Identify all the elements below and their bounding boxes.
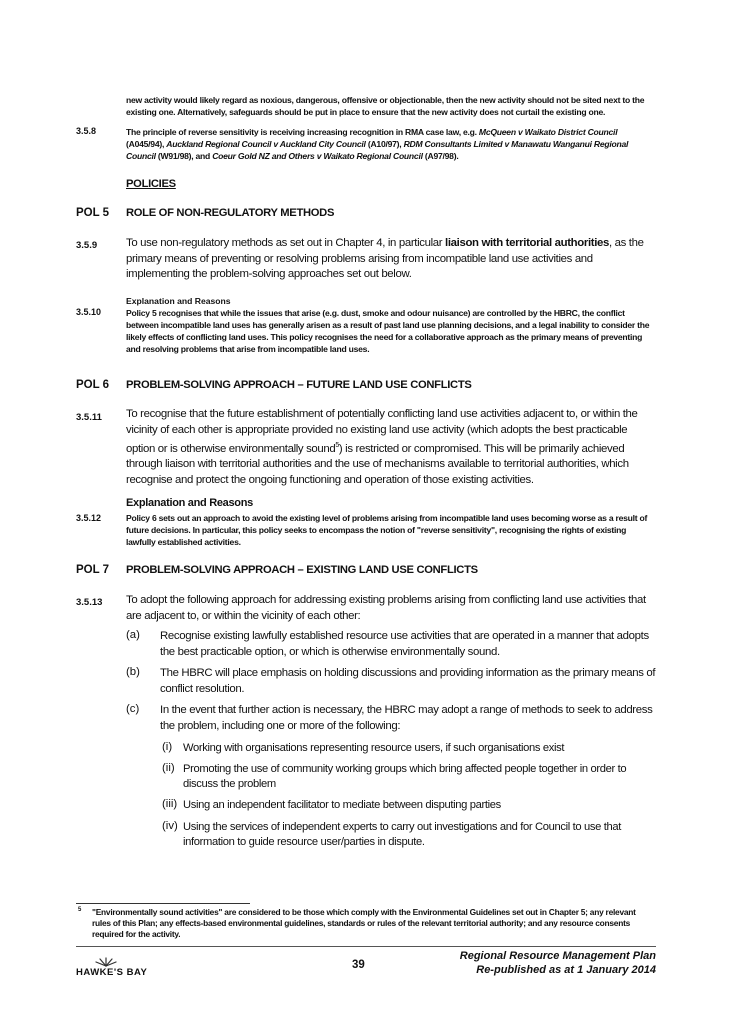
case-citation: Coeur Gold NZ and Others v Waikato Regional Council bbox=[212, 151, 423, 161]
policies-heading: POLICIES bbox=[126, 178, 176, 190]
intro-paragraph bbox=[126, 94, 656, 118]
sublist-label: (iii) bbox=[162, 798, 178, 810]
hawkes-bay-logo bbox=[86, 948, 126, 968]
footnote-mark: 5 bbox=[78, 907, 82, 913]
explanation-text: Policy 6 sets out an approach to avoid the existing level of problems arising from incompatible land uses becoming worse as a result of future decisions. In particular, this policy seeks to encompass the notion of "reverse sensitivity", recognising the rights of existing lawfully established activities. bbox=[126, 513, 648, 547]
footer-rule bbox=[76, 946, 656, 947]
list-item: Recognise existing lawfully established resource use activities that are operated in a manner that adopts the best practicable option, or which is otherwise environmentally sound. bbox=[160, 630, 649, 658]
explanation-heading: Explanation and Reasons bbox=[126, 296, 231, 306]
sublist-item: Using the services of independent experts to carry out investigations and for Council to use that information to guide resource user/parties in dispute. bbox=[183, 821, 622, 848]
para-number: 3.5.12 bbox=[76, 513, 102, 523]
sublist-item: Using an independent facilitator to mediate between disputing parties bbox=[183, 799, 501, 811]
logo-text: HAWKE'S BAY bbox=[76, 967, 148, 978]
para-number: 3.5.10 bbox=[76, 307, 102, 317]
list-item: In the event that further action is necessary, the HBRC may adopt a range of methods to seek to address the problem, including one or more of the following: bbox=[160, 704, 653, 732]
publication-date: Re-published as at 1 January 2014 bbox=[476, 964, 656, 976]
list-label: (a) bbox=[126, 629, 140, 641]
case-citation: Auckland Regional Council v Auckland City Council bbox=[166, 139, 366, 149]
para-number: 3.5.9 bbox=[76, 240, 98, 251]
sublist-label: (i) bbox=[162, 741, 173, 753]
para-number: 3.5.8 bbox=[76, 126, 97, 136]
para-3-5-8: The principle of reverse sensitivity is receiving increasing recognition in RMA case law, e.g. McQueen v Waikato District Council (A045/94), Auckland Regional Council v Auckland City Council (A10/97), RDM Consultants Limited v Manawatu Wanganui Regional Council (W91/98), and Coeur Gold NZ and Others v Waikato Regional Council (A97/98). bbox=[126, 127, 629, 161]
case-citation: McQueen v Waikato District Council bbox=[478, 127, 618, 137]
list-label: (c) bbox=[126, 703, 140, 715]
page-number: 39 bbox=[352, 959, 365, 971]
policy-code: POL 7 bbox=[76, 564, 110, 576]
list-label: (b) bbox=[126, 666, 140, 678]
sublist-label: (iv) bbox=[162, 820, 178, 832]
policy-statement: To use non-regulatory methods as set out in Chapter 4, in particular liaison with territorial authorities, as the primary means of preventing or resolving problems arising from incompatible land use activities and implementing the problem-solving approaches set out below. bbox=[126, 237, 644, 280]
policy-code: POL 6 bbox=[76, 379, 110, 391]
publication-title: Regional Resource Management Plan bbox=[459, 950, 656, 962]
policy-statement: To recognise that the future establishment of potentially conflicting land use activities adjacent to, or within the vicinity of each other is appropriate provided no existing land use activity (which adopts the best practicable option or is otherwise environmentally sound$^5$) is restricted or compromised. This will be primarily achieved through liaison with territorial authorities and the use of mechanisms available to territorial authorities, which recognise and protect the ongoing functioning and operation of those existing activities. bbox=[126, 408, 638, 486]
intro-text: new activity would likely regard as noxious, dangerous, offensive or objectionable, then the new activity should not be sited next to the existing one. Alternatively, safeguards should be put in place to ensure that the new activity does not curtail the existing one. bbox=[126, 95, 645, 117]
sublist-item: Working with organisations representing resource users, if such organisations exist bbox=[183, 742, 565, 754]
case-citation: RDM Consultants Limited v Manawatu Wanganui Regional Council bbox=[126, 139, 629, 161]
footnote-text: "Environmentally sound activities" are considered to be those which comply with the Environmental Guidelines set out in Chapter 5; any relevant rules of this Plan; any effects-based environmental guidelines, standards or rules of the relevant territorial authority; and any resource consents required for the activity. bbox=[92, 907, 636, 939]
policy-title: ROLE OF NON-REGULATORY METHODS bbox=[126, 207, 335, 219]
para-number: 3.5.11 bbox=[76, 412, 102, 423]
policy-statement: To adopt the following approach for addressing existing problems arising from conflicting land use activities that are adjacent to, or within the vicinity of each other: bbox=[126, 594, 646, 622]
policy-title: PROBLEM-SOLVING APPROACH – FUTURE LAND USE CONFLICTS bbox=[126, 379, 472, 391]
explanation-heading: Explanation and Reasons bbox=[126, 497, 253, 509]
emphasis-text: liaison with territorial authorities bbox=[445, 237, 610, 249]
explanation-text: Policy 5 recognises that while the issues that arise (e.g. dust, smoke and odour nuisance) are controlled by the HBRC, the conflict between incompatible land uses has generally arisen as a result of past land use planning decisions, and a legal inability to consider the likely effects of conflicting land uses. This policy recognises the need for a collaborative approach as the primary means of preventing and resolving problems that arise from incompatible land uses. bbox=[126, 308, 650, 354]
list-item: The HBRC will place emphasis on holding discussions and providing information as the primary means of conflict resolution. bbox=[160, 667, 656, 695]
sublist-item: Promoting the use of community working groups which bring affected people together in order to discuss the problem bbox=[183, 763, 627, 790]
footnote-ref: 5 bbox=[335, 442, 339, 449]
logo-mark-icon bbox=[86, 948, 126, 968]
policy-title: PROBLEM-SOLVING APPROACH – EXISTING LAND USE CONFLICTS bbox=[126, 564, 478, 576]
sublist-label: (ii) bbox=[162, 762, 175, 774]
para-number: 3.5.13 bbox=[76, 597, 103, 608]
footnote-rule bbox=[76, 903, 250, 904]
policy-code: POL 5 bbox=[76, 207, 110, 219]
